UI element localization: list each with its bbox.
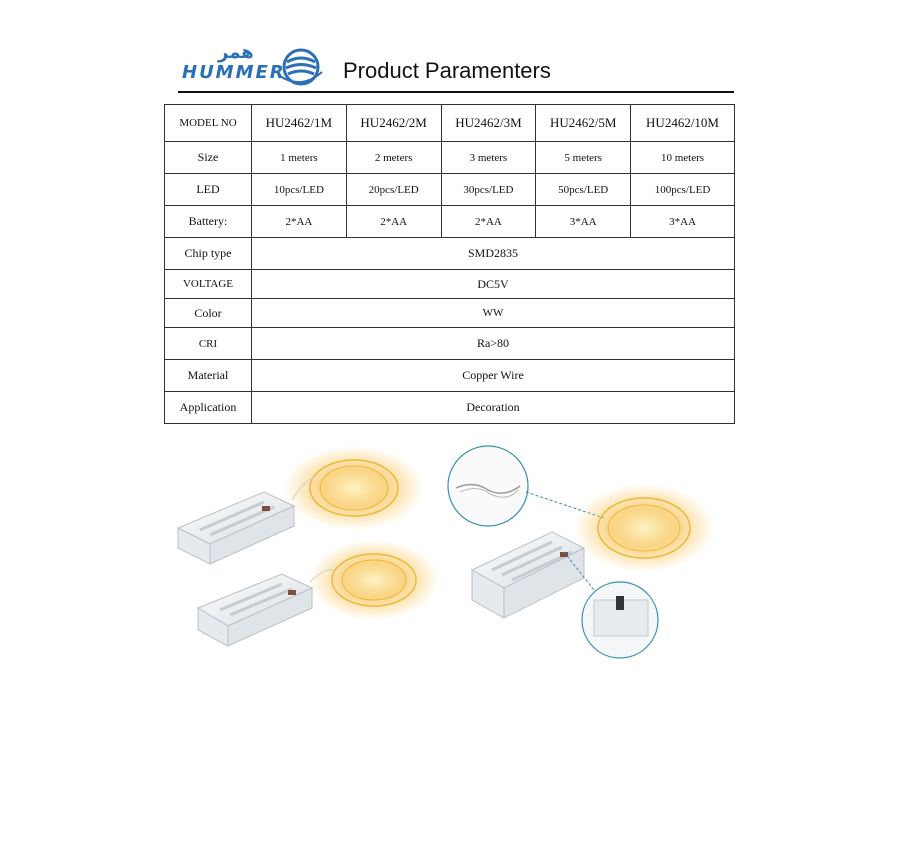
model-cell: HU2462/5M — [536, 105, 631, 142]
size-cell: 5 meters — [536, 142, 631, 174]
color-label: Color — [165, 299, 252, 328]
led-coil-bottom-left — [309, 540, 439, 620]
led-cell: 50pcs/LED — [536, 174, 631, 206]
chip-value: SMD2835 — [252, 238, 735, 270]
application-label: Application — [165, 392, 252, 424]
globe-logo-icon — [278, 46, 324, 88]
model-cell: HU2462/2M — [346, 105, 441, 142]
material-label: Material — [165, 360, 252, 392]
page-header — [178, 40, 734, 94]
color-value: WW — [252, 299, 735, 328]
size-cell: 2 meters — [346, 142, 441, 174]
table-row-voltage — [165, 270, 735, 299]
led-label: LED — [165, 174, 252, 206]
table-row-led — [165, 174, 735, 206]
battery-cell: 3*AA — [631, 206, 735, 238]
led-cell: 10pcs/LED — [252, 174, 347, 206]
material-value: Copper Wire — [252, 360, 735, 392]
logo-arabic-text: همر — [218, 42, 254, 63]
page-title: Product Paramenters — [343, 58, 551, 83]
product-photo — [164, 440, 735, 670]
battery-cell: 2*AA — [441, 206, 536, 238]
model-cell: HU2462/1M — [252, 105, 347, 142]
voltage-label: VOLTAGE — [165, 270, 252, 299]
table-row-material — [165, 360, 735, 392]
application-value: Decoration — [252, 392, 735, 424]
led-coil-right — [574, 484, 714, 572]
switch-callout-circle — [582, 582, 658, 658]
battery-label: Battery: — [165, 206, 252, 238]
size-cell: 1 meters — [252, 142, 347, 174]
logo-text: HUMMER — [182, 62, 286, 83]
size-cell: 3 meters — [441, 142, 536, 174]
model-label: MODEL NO — [165, 105, 252, 142]
product-parameters-table — [164, 104, 735, 424]
cri-value: Ra>80 — [252, 328, 735, 360]
table-row-size — [165, 142, 735, 174]
table-row-model — [165, 105, 735, 142]
size-label: Size — [165, 142, 252, 174]
battery-box-right — [472, 532, 594, 618]
hummer-logo — [178, 40, 328, 94]
table-row-application — [165, 392, 735, 424]
cri-label: CRI — [165, 328, 252, 360]
size-cell: 10 meters — [631, 142, 735, 174]
battery-cell: 2*AA — [252, 206, 347, 238]
table-row-chip — [165, 238, 735, 270]
model-cell: HU2462/3M — [441, 105, 536, 142]
table-row-color — [165, 299, 735, 328]
battery-cell: 3*AA — [536, 206, 631, 238]
led-cell: 100pcs/LED — [631, 174, 735, 206]
led-cell: 30pcs/LED — [441, 174, 536, 206]
chip-label: Chip type — [165, 238, 252, 270]
table-row-cri — [165, 328, 735, 360]
header-divider — [178, 91, 734, 93]
model-cell: HU2462/10M — [631, 105, 735, 142]
voltage-value: DC5V — [252, 270, 735, 299]
table-row-battery — [165, 206, 735, 238]
led-coil-top-left — [284, 446, 424, 530]
battery-cell: 2*AA — [346, 206, 441, 238]
led-cell: 20pcs/LED — [346, 174, 441, 206]
